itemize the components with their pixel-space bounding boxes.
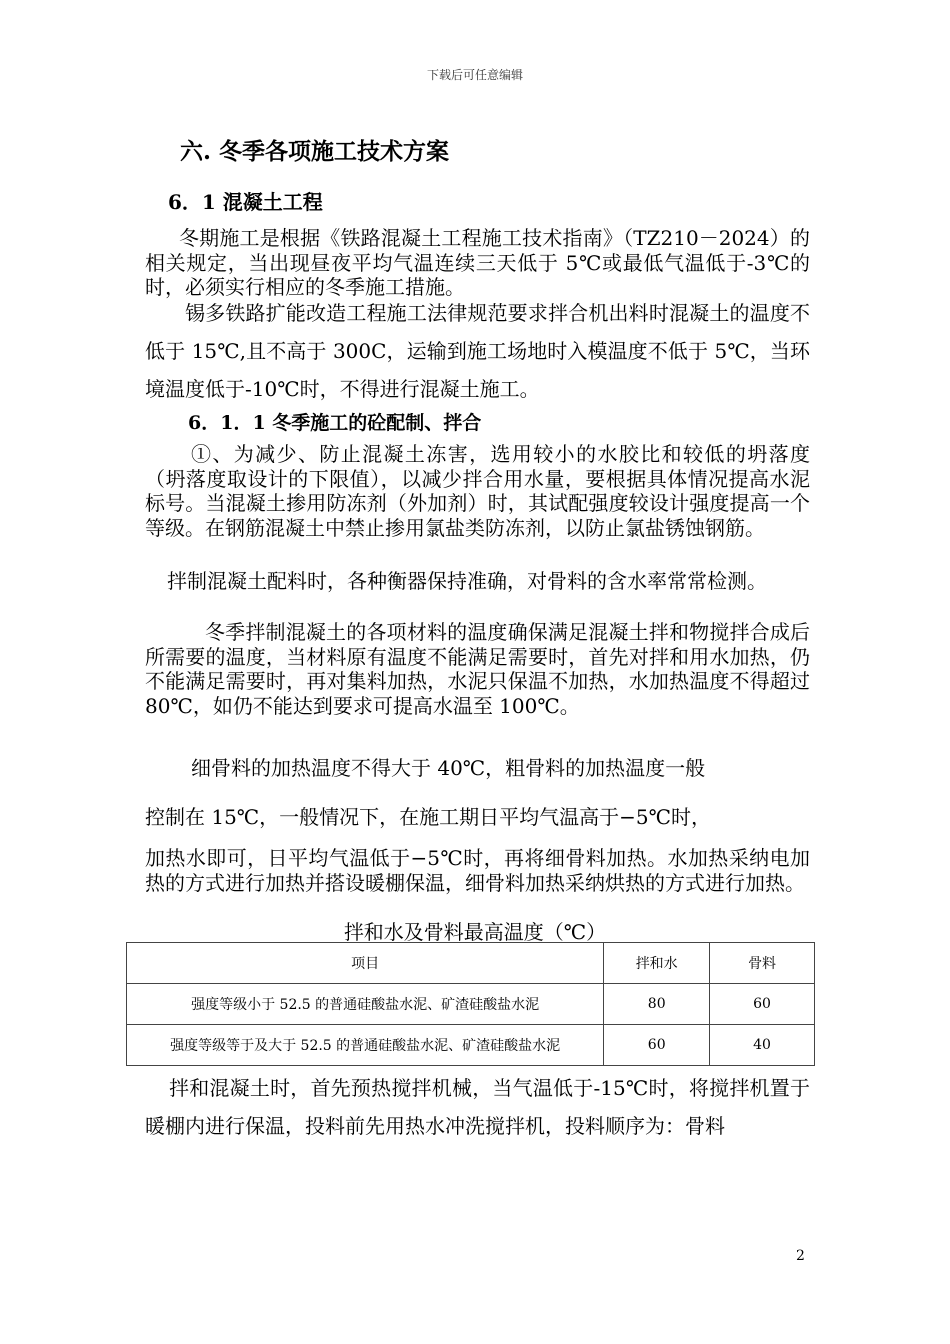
paragraph-specs: 锡多铁路扩能改造工程施工法律规范要求拌合机出料时混凝土的温度不低于 15℃,且不高于 300C，运输到施工场地时入模温度不低于 5℃，当环境温度低于-10℃时，不得进行混凝土施工。 <box>145 301 810 401</box>
table-caption: 拌和水及骨料最高温度（℃） <box>343 920 607 944</box>
paragraph-aggregate-line3: 加热水即可，日平均气温低于−5℃时，再将细骨料加热。水加热采纳电加热的方式进行加热并搭设暖棚保温，细骨料加热采纳烘热的方式进行加热。 <box>145 846 810 895</box>
page-number: 2 <box>796 1248 805 1264</box>
table-cell: 强度等级等于及大于 52.5 的普通硅酸盐水泥、矿渣硅酸盐水泥 <box>127 1025 604 1066</box>
table-cell: 强度等级小于 52.5 的普通硅酸盐水泥、矿渣硅酸盐水泥 <box>127 984 604 1025</box>
table-header-cell: 拌和水 <box>604 943 710 984</box>
table-row <box>127 1025 815 1066</box>
paragraph-mixing: 拌和混凝土时，首先预热搅拌机械，当气温低于-15℃时，将搅拌机置于暖棚内进行保温，投料前先用热水冲洗搅拌机，投料顺序为：骨料 <box>145 1076 810 1138</box>
table-cell: 80 <box>604 984 710 1025</box>
table-header-cell: 项目 <box>127 943 604 984</box>
temperature-table <box>126 942 815 1066</box>
paragraph-heating: 冬季拌制混凝土的各项材料的温度确保满足混凝土拌和物搅拌合成后所需要的温度，当材料原有温度不能满足需要时，首先对拌和用水加热，仍不能满足需要时，再对集料加热，水泥只保温不加热，水加热温度不得超过 80℃，如仍不能达到要求可提高水温至 100℃。 <box>145 620 810 718</box>
paragraph-aggregate-line2: 控制在 15℃，一般情况下，在施工期日平均气温高于−5℃时， <box>145 805 712 829</box>
table-cell: 60 <box>604 1025 710 1066</box>
paragraph-intro: 冬期施工是根据《铁路混凝土工程施工技术指南》（TZ210－2024）的相关规定，当出现昼夜平均气温连续三天低于 5℃或最低气温低于-3℃的时，必须实行相应的冬季施工措施。 <box>145 226 810 299</box>
table-row <box>127 984 815 1025</box>
chapter-title: 六. 冬季各项施工技术方案 <box>180 138 450 165</box>
paragraph-measures: ①、为减少、防止混凝土冻害，选用较小的水胶比和较低的坍落度（坍落度取设计的下限值），以减少拌合用水量，要根据具体情况提高水泥标号。当混凝土掺用防冻剂（外加剂）时，其试配强度较设计强度提高一个等级。在钢筋混凝土中禁止掺用氯盐类防冻剂，以防止氯盐锈蚀钢筋。 <box>145 442 810 540</box>
subsection-heading: 6．1．1 冬季施工的砼配制、拌合 <box>188 412 482 434</box>
table-header-cell: 骨料 <box>710 943 815 984</box>
table-cell: 40 <box>710 1025 815 1066</box>
paragraph-weighing: 拌制混凝土配料时，各种衡器保持准确，对骨料的含水率常常检测。 <box>167 569 767 593</box>
section-heading: 6．1 混凝土工程 <box>168 190 323 214</box>
paragraph-aggregate-line1: 细骨料的加热温度不得大于 40℃，粗骨料的加热温度一般 <box>191 756 706 780</box>
table-header-row <box>127 943 815 984</box>
table-cell: 60 <box>710 984 815 1025</box>
header-note: 下载后可任意编辑 <box>426 68 523 82</box>
